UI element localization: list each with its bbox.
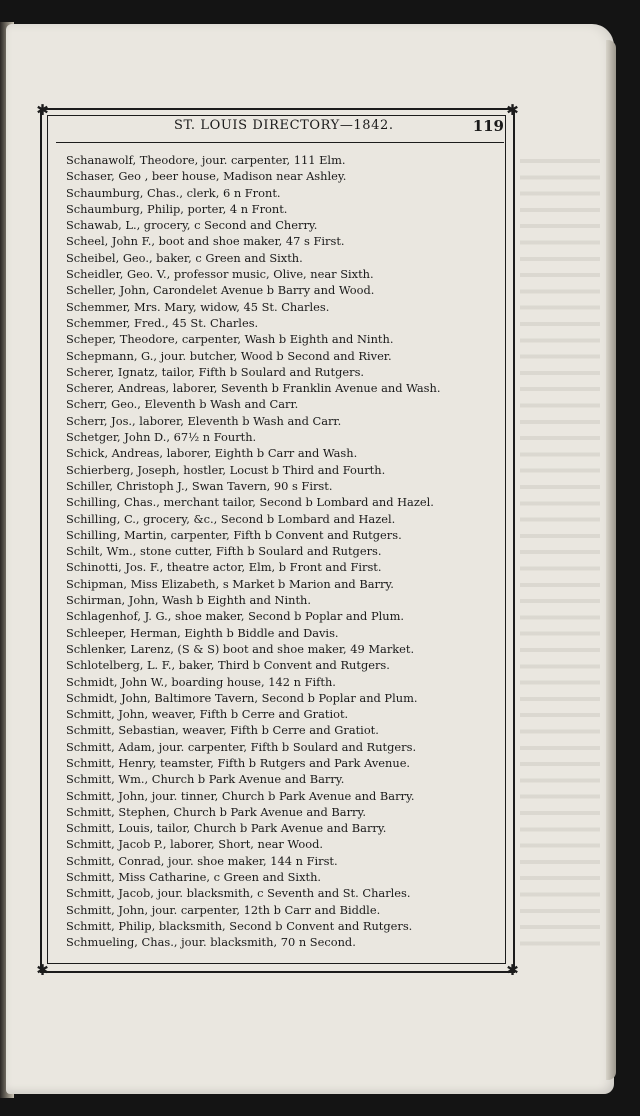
- corner-ornament-icon: ✱: [36, 961, 49, 979]
- directory-entry: Schmidt, John, Baltimore Tavern, Second b Poplar and Plum.: [66, 690, 418, 705]
- directory-entry: Schmitt, John, jour. tinner, Church b Park Avenue and Barry.: [66, 788, 415, 803]
- directory-entry: Schawab, L., grocery, c Second and Cherry.: [66, 218, 318, 233]
- directory-entry: Schick, Andreas, laborer, Eighth b Carr and Wash.: [66, 446, 358, 461]
- directory-entry: Schmitt, Wm., Church b Park Avenue and Barry.: [66, 772, 345, 787]
- directory-entry: Schaumburg, Chas., clerk, 6 n Front.: [66, 185, 281, 200]
- directory-entry: Schmitt, Jacob, jour. blacksmith, c Seventh and St. Charles.: [66, 886, 411, 901]
- directory-entry: Schmitt, John, jour. carpenter, 12th b Carr and Biddle.: [66, 902, 381, 917]
- directory-entry: Schaumburg, Philip, porter, 4 n Front.: [66, 201, 288, 216]
- directory-entry: Schmitt, Sebastian, weaver, Fifth b Cerre and Gratiot.: [66, 723, 379, 738]
- page-number: 119: [472, 117, 504, 135]
- directory-entry: Scherr, Jos., laborer, Eleventh b Wash and Carr.: [66, 413, 342, 428]
- directory-entry: Schanawolf, Theodore, jour. carpenter, 111 Elm.: [66, 153, 346, 167]
- directory-entry: Schmitt, Louis, tailor, Church b Park Avenue and Barry.: [66, 821, 387, 836]
- directory-entry: Scheidler, Geo. V., professor music, Olive, near Sixth.: [66, 267, 374, 282]
- directory-entry: Schilt, Wm., stone cutter, Fifth b Soulard and Rutgers.: [66, 544, 382, 559]
- directory-entry: Scheibel, Geo., baker, c Green and Sixth.: [66, 250, 303, 265]
- page-title: ST. LOUIS DIRECTORY—1842.: [174, 118, 394, 133]
- directory-entry: Scheller, John, Carondelet Avenue b Barry and Wood.: [66, 283, 375, 298]
- directory-entry: Schemmer, Mrs. Mary, widow, 45 St. Charles.: [66, 299, 330, 314]
- directory-entry: Schilling, Martin, carpenter, Fifth b Convent and Rutgers.: [66, 527, 402, 542]
- directory-entry: Schemmer, Fred., 45 St. Charles.: [66, 315, 259, 330]
- directory-entry: Schlotelberg, L. F., baker, Third b Convent and Rutgers.: [66, 658, 390, 673]
- directory-entry: Schilling, Chas., merchant tailor, Second b Lombard and Hazel.: [66, 495, 434, 510]
- directory-entry: Schepmann, G., jour. butcher, Wood b Second and River.: [66, 348, 392, 363]
- directory-entry: Schipman, Miss Elizabeth, s Market b Marion and Barry.: [66, 576, 394, 591]
- directory-entry: Schirman, John, Wash b Eighth and Ninth.: [66, 593, 311, 608]
- directory-entry: Schmitt, Miss Catharine, c Green and Sixth.: [66, 870, 322, 885]
- directory-entry: Schmueling, Chas., jour. blacksmith, 70 n Second.: [66, 935, 356, 950]
- directory-entry: Schlenker, Larenz, (S & S) boot and shoe maker, 49 Market.: [66, 641, 415, 656]
- directory-entry: Scherer, Andreas, laborer, Seventh b Franklin Avenue and Wash.: [66, 381, 441, 396]
- directory-entry: Schmitt, Conrad, jour. shoe maker, 144 n First.: [66, 853, 338, 868]
- directory-entry: Schmitt, Philip, blacksmith, Second b Convent and Rutgers.: [66, 918, 413, 933]
- directory-entry: Schaser, Geo , beer house, Madison near Ashley.: [66, 169, 347, 184]
- directory-entry: Scherer, Ignatz, tailor, Fifth b Soulard and Rutgers.: [66, 364, 365, 379]
- directory-entry: Schilling, C., grocery, &c., Second b Lombard and Hazel.: [66, 511, 396, 526]
- corner-ornament-icon: ✱: [36, 101, 49, 119]
- directory-entry: Schmitt, John, weaver, Fifth b Cerre and Gratiot.: [66, 707, 349, 722]
- directory-entry: Schmitt, Stephen, Church b Park Avenue and Barry.: [66, 804, 367, 819]
- directory-entry: Schmitt, Jacob P., laborer, Short, near Wood.: [66, 837, 324, 852]
- header-rule: [56, 142, 504, 143]
- directory-entry: Schierberg, Joseph, hostler, Locust b Third and Fourth.: [66, 462, 386, 477]
- directory-entries: [66, 152, 502, 951]
- directory-entry: Schlagenhof, J. G., shoe maker, Second b Poplar and Plum.: [66, 609, 405, 624]
- page-edge: [606, 40, 616, 1080]
- corner-ornament-icon: ✱: [506, 101, 519, 119]
- directory-entry: Schmitt, Adam, jour. carpenter, Fifth b Soulard and Rutgers.: [66, 739, 417, 754]
- directory-entry: Schinotti, Jos. F., theatre actor, Elm, b Front and First.: [66, 560, 382, 575]
- directory-entry: Scheel, John F., boot and shoe maker, 47 s First.: [66, 234, 345, 249]
- bleed-through-text: [520, 150, 600, 950]
- directory-entry: Scheper, Theodore, carpenter, Wash b Eighth and Ninth.: [66, 332, 394, 347]
- corner-ornament-icon: ✱: [506, 961, 519, 979]
- directory-entry: Schmidt, John W., boarding house, 142 n Fifth.: [66, 674, 336, 689]
- running-header: [56, 118, 504, 138]
- directory-entry: Schmitt, Henry, teamster, Fifth b Rutgers and Park Avenue.: [66, 755, 411, 770]
- directory-entry: Schleeper, Herman, Eighth b Biddle and Davis.: [66, 625, 339, 640]
- directory-entry: Scherr, Geo., Eleventh b Wash and Carr.: [66, 397, 299, 412]
- directory-entry: Schiller, Christoph J., Swan Tavern, 90 s First.: [66, 478, 333, 493]
- directory-entry: Schetger, John D., 67½ n Fourth.: [66, 430, 257, 445]
